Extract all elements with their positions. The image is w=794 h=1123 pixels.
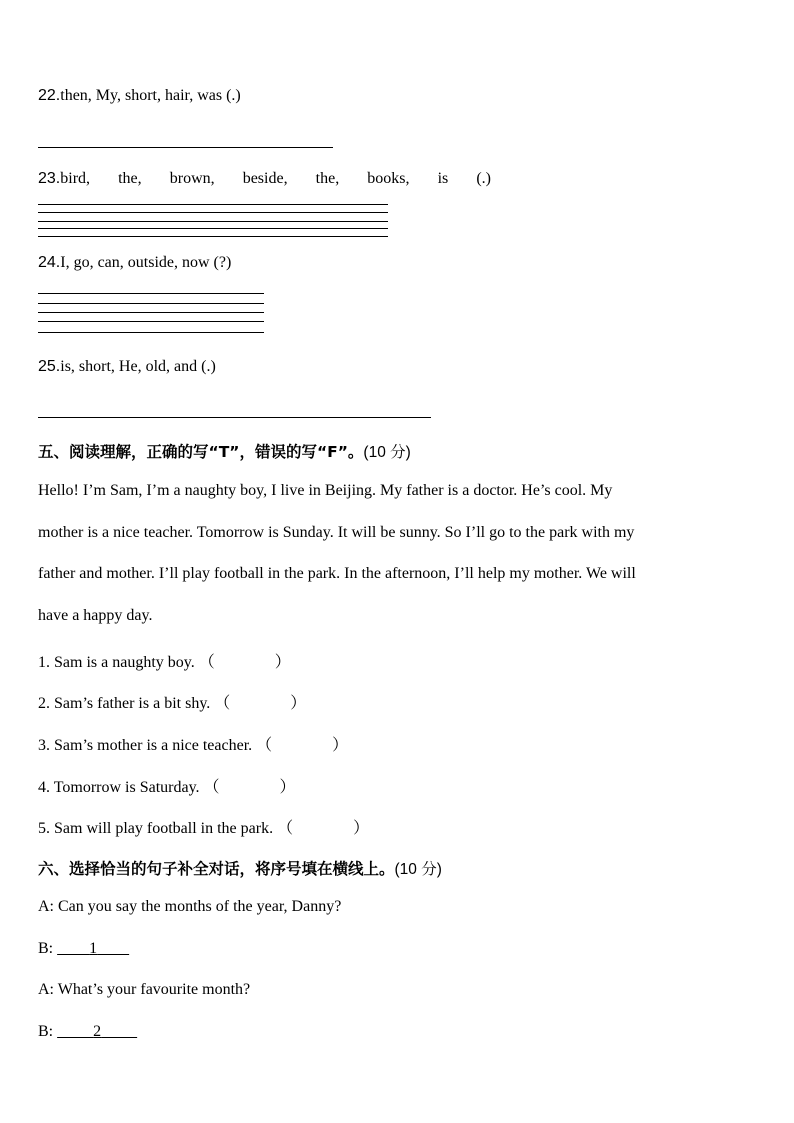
paren-close: ）	[332, 737, 349, 754]
question-words: then, My, short, hair, was (.)	[60, 87, 241, 104]
tf-statement: 1. Sam is a naughty boy.	[38, 654, 195, 671]
speaker-label: B:	[38, 1023, 54, 1040]
tf-statement: 4. Tomorrow is Saturday.	[38, 779, 200, 796]
answer-line[interactable]	[38, 303, 264, 304]
tf-statement: 2. Sam’s father is a bit shy.	[38, 695, 211, 712]
question-number: 24.	[38, 254, 61, 271]
question-word: is	[437, 170, 449, 187]
dialogue-line	[38, 940, 129, 958]
question-23	[38, 170, 491, 188]
dialogue-line	[38, 1023, 137, 1041]
answer-line[interactable]	[38, 228, 388, 229]
paren-open: （	[203, 779, 220, 796]
question-word: brown,	[169, 170, 215, 187]
passage-line: Hello! I’m Sam, I’m a naughty boy, I live in Beijing. My father is a doctor. He’s cool. My	[38, 482, 613, 499]
dialogue-answer-blank[interactable]	[57, 940, 129, 958]
speaker-label: B:	[38, 940, 54, 957]
speaker-label: A:	[38, 898, 54, 915]
dialogue-line	[38, 898, 341, 916]
section-6-title	[38, 857, 442, 879]
answer-line[interactable]	[38, 312, 264, 313]
question-word: the,	[118, 170, 142, 187]
question-word: beside,	[242, 170, 288, 187]
paren-open: （	[277, 820, 294, 837]
section-score: (10 分)	[394, 861, 442, 878]
dialogue-text: What’s your favourite month?	[57, 981, 251, 998]
passage-line: mother is a nice teacher. Tomorrow is Sunday. It will be sunny. So I’ll go to the park with my	[38, 524, 635, 541]
blank-number: 2	[93, 1023, 102, 1040]
question-words: is, short, He, old, and (.)	[60, 358, 216, 375]
tf-item	[38, 732, 348, 755]
paren-close: ）	[274, 654, 291, 671]
tf-statement: 5. Sam will play football in the park.	[38, 820, 274, 837]
answer-line[interactable]	[38, 212, 388, 213]
question-word: books,	[367, 170, 410, 187]
passage-line: father and mother. I’ll play football in the park. In the afternoon, I’ll help my mother. We will	[38, 565, 636, 582]
dialogue-text: Can you say the months of the year, Danny?	[58, 898, 342, 915]
tf-item	[38, 649, 291, 672]
tf-item	[38, 815, 369, 838]
question-24	[38, 254, 231, 272]
paren-open: （	[256, 737, 273, 754]
question-number: 23.	[38, 170, 61, 187]
section-title-text: 六、选择恰当的句子补全对话，将序号填在横线上。	[38, 860, 395, 878]
paren-open: （	[198, 654, 215, 671]
question-number: 25.	[38, 358, 61, 375]
question-words: I, go, can, outside, now (?)	[60, 254, 232, 271]
tf-item	[38, 690, 306, 713]
paren-close: ）	[353, 820, 370, 837]
paren-close: ）	[290, 695, 307, 712]
tf-statement: 3. Sam’s mother is a nice teacher.	[38, 737, 253, 754]
section-title-text: 五、阅读理解，正确的写“T”，错误的写“F”。	[38, 443, 364, 461]
blank-number: 1	[89, 940, 98, 957]
answer-line[interactable]	[38, 147, 333, 148]
passage-line: have a happy day.	[38, 607, 153, 624]
question-word: the,	[315, 170, 340, 187]
answer-line[interactable]	[38, 293, 264, 294]
paren-close: ）	[279, 779, 296, 796]
section-5-title	[38, 440, 411, 462]
dialogue-answer-blank[interactable]	[57, 1023, 137, 1041]
question-word: (.)	[476, 170, 491, 187]
paren-open: （	[214, 695, 231, 712]
dialogue-line	[38, 981, 250, 999]
answer-line[interactable]	[38, 417, 431, 418]
answer-line[interactable]	[38, 221, 388, 222]
section-score: (10 分)	[363, 444, 411, 461]
answer-line[interactable]	[38, 321, 264, 322]
tf-item	[38, 774, 296, 797]
question-word: bird,	[60, 170, 91, 187]
question-number: 22.	[38, 87, 61, 104]
answer-line[interactable]	[38, 204, 388, 205]
question-25	[38, 358, 216, 376]
question-22	[38, 87, 241, 105]
speaker-label: A:	[38, 981, 54, 998]
answer-line[interactable]	[38, 332, 264, 333]
answer-line[interactable]	[38, 236, 388, 237]
